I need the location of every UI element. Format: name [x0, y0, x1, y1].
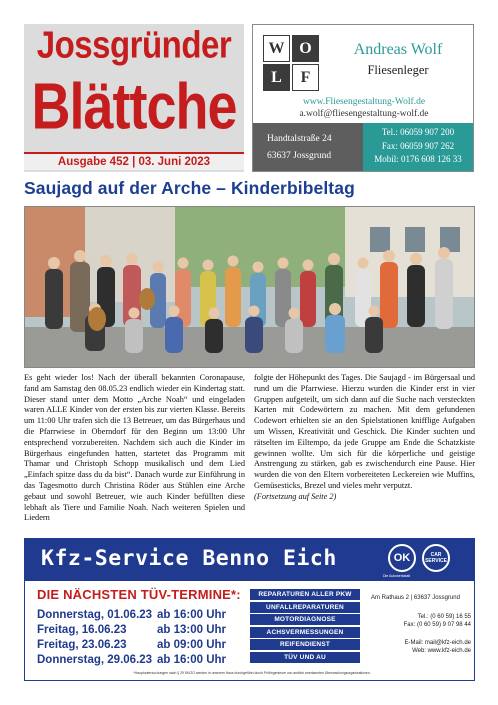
article-body — [24, 373, 475, 533]
wolf-email-link[interactable]: a.wolf@fliesengestaltung-wolf.de — [299, 109, 429, 119]
car-service-badge-icon: CAR SERVICE — [422, 544, 450, 572]
ad-andreas-wolf — [252, 24, 474, 172]
group-photo — [24, 206, 475, 368]
kfz-banner — [25, 539, 475, 581]
masthead — [24, 24, 244, 172]
tuv-heading: DIE NÄCHSTEN TÜV-TERMINE*: — [37, 587, 241, 602]
service-item: TÜV UND AU — [250, 652, 360, 663]
kfz-web-link[interactable]: Web: www.kfz-eich.de — [412, 648, 471, 654]
tuv-time: ab 16:00 Uhr — [157, 654, 227, 666]
wolf-address-block — [253, 123, 363, 171]
tuv-row — [37, 638, 247, 653]
kfz-address: Am Rathaus 2 | 63637 Jossgrund — [371, 595, 460, 601]
wolf-company-name: Andreas Wolf — [353, 41, 443, 58]
article-headline: Saujagd auf der Arche – Kinderbibeltag — [24, 178, 355, 198]
wolf-logo-letter-l: L — [263, 64, 290, 91]
tuv-time: ab 13:00 Uhr — [157, 624, 227, 636]
service-list — [250, 589, 360, 664]
article-column-1-text: Es geht wieder los! Nach der überall bekannten Coronapause, fand am Samstag den 08.05.23 endlich wieder ein Kindertag statt. Dieser stand unter dem Motto „Arche Noah“ und eingeladen waren ALLE Kinder von der ersten bis zur vierten Klasse. Bereits um 11:00 Uhr trafen sich die 13 Betreuer, um das Bürgerhaus und die Pfarrwiese in Oberndorf für den Beginn um 13:00 Uhr entsprechend vorzubereiten. Nachdem sich auch die Kinder im Bürgerhaus eingefunden hatten, startetet das Programm mit Thamar und Christoph Schopp musikalisch und dem Lied „Einfach spitze dass du da bist“. Danach wurde zur Einführung in das Tagesmotto durch Christina Röder aus Stühlen eine Arche gebaut und sowohl Betreuer, wie auch Kinder befüllten diese lebhaft als Tiere und Familie Noah. Nach weiteren Spielen und Liedern — [24, 373, 245, 523]
wolf-logo-letter-f: F — [292, 64, 319, 91]
kfz-title: Kfz-Service Benno Eich — [41, 546, 337, 571]
service-item: UNFALLREPARATUREN — [250, 602, 360, 613]
tuv-date-list — [37, 608, 247, 668]
wolf-city: 63637 Jossgrund — [267, 151, 332, 161]
tuv-time: ab 16:00 Uhr — [157, 609, 227, 621]
tuv-time: ab 09:00 Uhr — [157, 639, 227, 651]
wolf-tel: Tel.: 06059 907 200 — [381, 127, 455, 137]
article-column-1 — [24, 373, 245, 533]
wolf-logo — [263, 35, 319, 91]
service-item: REPARATUREN ALLER PKW — [250, 589, 360, 600]
masthead-title-line2: Blättche — [31, 71, 237, 143]
tuv-date: Freitag, 16.06.23 — [37, 624, 127, 636]
kfz-phone-block — [371, 613, 471, 629]
kfz-email-link[interactable]: E-Mail: mail@kfz-eich.de — [404, 640, 471, 646]
tuv-date: Donnerstag, 29.06.23 — [37, 654, 153, 666]
ok-badge-icon: OK — [388, 544, 416, 572]
tuv-date: Freitag, 23.06.23 — [37, 639, 127, 651]
wolf-fax: Fax: 06059 907 262 — [381, 140, 455, 151]
wolf-contact-block — [363, 123, 473, 171]
kfz-tagline: Die Autowerkstatt — [383, 574, 411, 578]
wolf-street: Handtalstraße 24 — [267, 134, 332, 144]
service-item: REIFENDIENST — [250, 639, 360, 650]
wolf-website-link[interactable]: www.Fliesengestaltung-Wolf.de — [302, 97, 426, 107]
article-column-2 — [254, 373, 475, 533]
service-item: ACHSVERMESSUNGEN — [250, 627, 360, 638]
group-photo-image — [25, 207, 475, 368]
kfz-fax: Fax: (0 60 59) 9 07 98 44 — [403, 622, 471, 628]
kfz-tel: Tel.: (0 60 59) 16 55 — [417, 614, 471, 620]
continued-note: (Fortsetzung auf Seite 2) — [254, 491, 337, 501]
kfz-footnote: *Hauptuntersuchungen nach § 29 StVZO werden in unserem Haus durchgeführt durch Prüfingenieure von amtlich anerkannten Überwachungsorganisationen. — [133, 671, 371, 675]
service-item: MOTORDIAGNOSE — [250, 614, 360, 625]
wolf-trade: Fliesenleger — [367, 63, 429, 77]
tuv-row — [37, 623, 247, 638]
tuv-row — [37, 653, 247, 668]
article-column-2-text: folgte der Höhepunkt des Tages. Die Saujagd - im Bürgersaal und rund um die Pfarrwiese. Hierzu wurden die Kinder erst in vier Gruppen aufgeteilt, um sich dann auf die Suche nach versteckten Karten mit Codewörtern zu machen. Mit dem gefundenen Codewort erhielten sie an den Spielstationen knifflige Aufgaben um Wissen, Kreativität und Geschick. Die Kinder suchten und rätselten im Eiltempo, da jede Gruppe am Ende die Schatzkiste gewinnen wollte. Um sich für die körperliche und geistige Anstrengung zu stärken, gab es zwischendurch eine Pause. Hier wurden die von den Eltern vorbereiteten Leckereien wie Muffins, Gemüsesticks, Brezel und vieles mehr verputzt. — [254, 373, 475, 490]
wolf-logo-letter-w: W — [263, 35, 290, 62]
kfz-online-block — [371, 639, 471, 655]
wolf-logo-letter-o: O — [292, 35, 319, 62]
tuv-date: Donnerstag, 01.06.23 — [37, 609, 153, 621]
ad-kfz-service — [24, 538, 475, 681]
wolf-mobile: Mobil: 0176 608 126 33 — [374, 154, 462, 164]
tuv-row — [37, 608, 247, 623]
issue-label: Ausgabe 452 | 03. Juni 2023 — [24, 152, 244, 170]
masthead-title-line1: Jossgründer — [36, 23, 232, 66]
